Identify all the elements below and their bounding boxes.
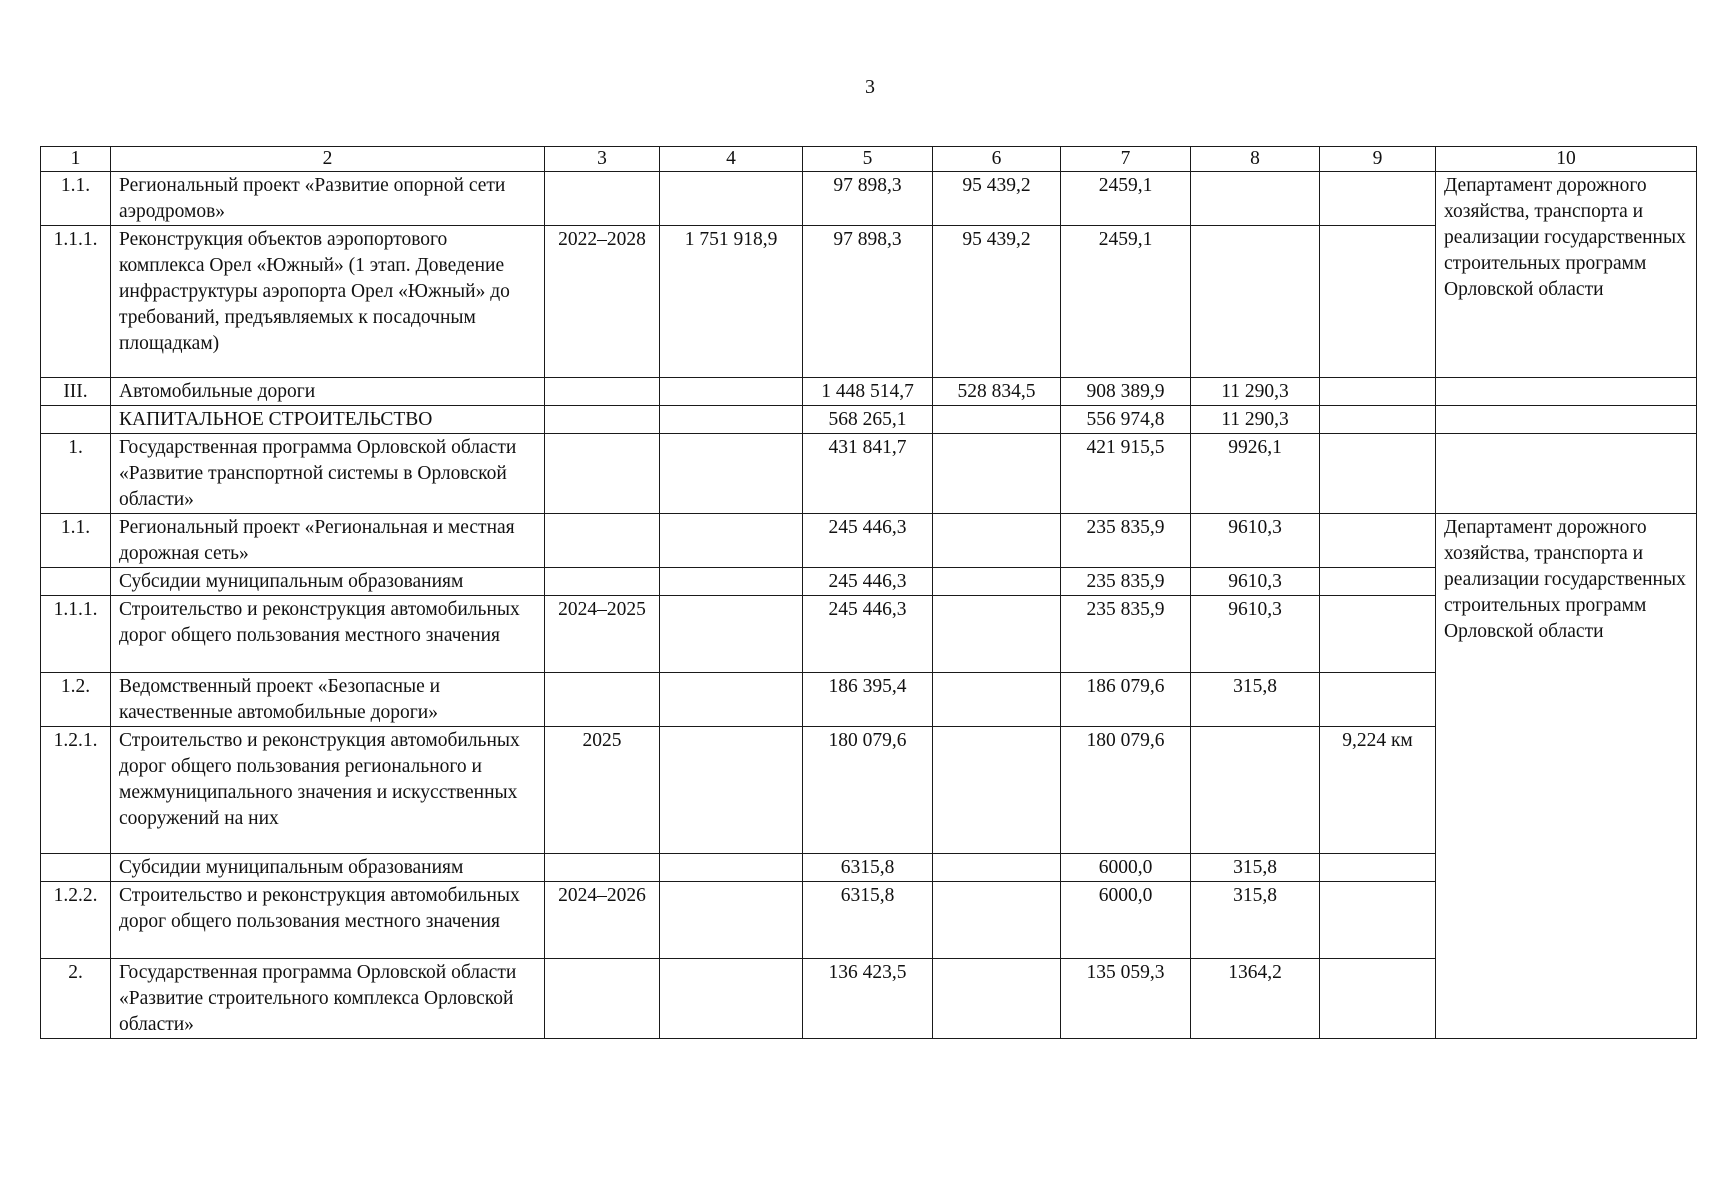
row-number: 1. bbox=[41, 434, 111, 514]
row-years bbox=[545, 434, 660, 514]
row-years bbox=[545, 378, 660, 406]
row-name: Государственная программа Орловской области «Развитие строительного комплекса Орловской области» bbox=[111, 959, 545, 1039]
row-number: 1.2.2. bbox=[41, 882, 111, 959]
row-amount-total: 245 446,3 bbox=[803, 568, 933, 596]
row-name: Региональный проект «Региональная и местная дорожная сеть» bbox=[111, 514, 545, 568]
row-number: 1.2. bbox=[41, 673, 111, 727]
row-amount-local: 9610,3 bbox=[1191, 596, 1320, 673]
row-total-cost bbox=[660, 727, 803, 854]
row-amount-regional: 235 835,9 bbox=[1061, 568, 1191, 596]
row-result bbox=[1320, 378, 1436, 406]
table-row bbox=[41, 434, 1697, 514]
row-amount-regional: 421 915,5 bbox=[1061, 434, 1191, 514]
responsible-department: Департамент дорожного хозяйства, транспорта и реализации государственных строительных программ Орловской области bbox=[1436, 172, 1697, 378]
row-amount-federal: 95 439,2 bbox=[933, 172, 1061, 226]
row-result bbox=[1320, 434, 1436, 514]
row-result bbox=[1320, 514, 1436, 568]
responsible-department-empty bbox=[1436, 378, 1697, 406]
row-amount-local: 315,8 bbox=[1191, 854, 1320, 882]
column-number: 1 bbox=[41, 147, 111, 172]
row-amount-federal bbox=[933, 596, 1061, 673]
row-amount-regional: 2459,1 bbox=[1061, 172, 1191, 226]
row-result: 9,224 км bbox=[1320, 727, 1436, 854]
row-name: Государственная программа Орловской области «Развитие транспортной системы в Орловской области» bbox=[111, 434, 545, 514]
page-number: 3 bbox=[865, 76, 875, 98]
row-amount-total: 1 448 514,7 bbox=[803, 378, 933, 406]
row-result bbox=[1320, 406, 1436, 434]
row-amount-total: 136 423,5 bbox=[803, 959, 933, 1039]
row-total-cost bbox=[660, 596, 803, 673]
row-amount-total: 6315,8 bbox=[803, 854, 933, 882]
row-total-cost bbox=[660, 673, 803, 727]
row-number bbox=[41, 854, 111, 882]
responsible-department-empty bbox=[1436, 434, 1697, 514]
row-total-cost bbox=[660, 854, 803, 882]
row-number: 1.1.1. bbox=[41, 226, 111, 378]
row-years bbox=[545, 172, 660, 226]
row-name: Субсидии муниципальным образованиям bbox=[111, 854, 545, 882]
responsible-department-empty bbox=[1436, 406, 1697, 434]
row-amount-federal bbox=[933, 514, 1061, 568]
row-years bbox=[545, 959, 660, 1039]
row-number bbox=[41, 406, 111, 434]
table-row bbox=[41, 378, 1697, 406]
column-number-row bbox=[41, 147, 1697, 172]
row-total-cost bbox=[660, 882, 803, 959]
table-row bbox=[41, 406, 1697, 434]
row-years: 2024–2025 bbox=[545, 596, 660, 673]
row-amount-federal bbox=[933, 406, 1061, 434]
row-name: КАПИТАЛЬНОЕ СТРОИТЕЛЬСТВО bbox=[111, 406, 545, 434]
column-number: 4 bbox=[660, 147, 803, 172]
column-number: 2 bbox=[111, 147, 545, 172]
row-years bbox=[545, 514, 660, 568]
row-result bbox=[1320, 673, 1436, 727]
row-amount-regional: 908 389,9 bbox=[1061, 378, 1191, 406]
row-amount-federal: 528 834,5 bbox=[933, 378, 1061, 406]
row-amount-regional: 556 974,8 bbox=[1061, 406, 1191, 434]
row-name: Строительство и реконструкция автомобильных дорог общего пользования местного значения bbox=[111, 882, 545, 959]
row-amount-regional: 180 079,6 bbox=[1061, 727, 1191, 854]
row-amount-federal bbox=[933, 727, 1061, 854]
row-total-cost bbox=[660, 378, 803, 406]
row-number: 2. bbox=[41, 959, 111, 1039]
row-amount-federal bbox=[933, 434, 1061, 514]
row-total-cost bbox=[660, 959, 803, 1039]
row-amount-local: 9610,3 bbox=[1191, 514, 1320, 568]
row-number: 1.2.1. bbox=[41, 727, 111, 854]
row-amount-local: 315,8 bbox=[1191, 882, 1320, 959]
row-amount-local: 11 290,3 bbox=[1191, 406, 1320, 434]
row-name: Строительство и реконструкция автомобильных дорог общего пользования местного значения bbox=[111, 596, 545, 673]
row-result bbox=[1320, 882, 1436, 959]
row-amount-federal bbox=[933, 959, 1061, 1039]
row-amount-local: 11 290,3 bbox=[1191, 378, 1320, 406]
row-amount-regional: 6000,0 bbox=[1061, 882, 1191, 959]
row-years: 2024–2026 bbox=[545, 882, 660, 959]
row-years: 2022–2028 bbox=[545, 226, 660, 378]
row-result bbox=[1320, 959, 1436, 1039]
row-amount-federal bbox=[933, 673, 1061, 727]
row-number bbox=[41, 568, 111, 596]
row-total-cost bbox=[660, 514, 803, 568]
row-name: Реконструкция объектов аэропортового комплекса Орел «Южный» (1 этап. Доведение инфраструктуры аэропорта Орел «Южный» до требований, предъявляемых к посадочным площадкам) bbox=[111, 226, 545, 378]
row-total-cost bbox=[660, 434, 803, 514]
row-result bbox=[1320, 172, 1436, 226]
row-name: Субсидии муниципальным образованиям bbox=[111, 568, 545, 596]
row-years bbox=[545, 673, 660, 727]
row-amount-total: 568 265,1 bbox=[803, 406, 933, 434]
row-amount-total: 186 395,4 bbox=[803, 673, 933, 727]
row-years bbox=[545, 406, 660, 434]
table-row bbox=[41, 172, 1697, 226]
row-result bbox=[1320, 596, 1436, 673]
row-amount-regional: 235 835,9 bbox=[1061, 514, 1191, 568]
row-years bbox=[545, 568, 660, 596]
row-amount-regional: 135 059,3 bbox=[1061, 959, 1191, 1039]
column-number: 8 bbox=[1191, 147, 1320, 172]
row-amount-total: 97 898,3 bbox=[803, 226, 933, 378]
table-row bbox=[41, 514, 1697, 568]
row-name: Региональный проект «Развитие опорной сети аэродромов» bbox=[111, 172, 545, 226]
row-amount-total: 180 079,6 bbox=[803, 727, 933, 854]
column-number: 9 bbox=[1320, 147, 1436, 172]
row-years bbox=[545, 854, 660, 882]
row-total-cost bbox=[660, 172, 803, 226]
column-number: 7 bbox=[1061, 147, 1191, 172]
row-amount-local: 9926,1 bbox=[1191, 434, 1320, 514]
row-amount-federal: 95 439,2 bbox=[933, 226, 1061, 378]
row-amount-local bbox=[1191, 226, 1320, 378]
row-amount-federal bbox=[933, 882, 1061, 959]
row-amount-regional: 2459,1 bbox=[1061, 226, 1191, 378]
row-amount-total: 6315,8 bbox=[803, 882, 933, 959]
row-name: Ведомственный проект «Безопасные и качественные автомобильные дороги» bbox=[111, 673, 545, 727]
row-amount-federal bbox=[933, 568, 1061, 596]
row-amount-local bbox=[1191, 172, 1320, 226]
row-amount-total: 245 446,3 bbox=[803, 596, 933, 673]
row-amount-local: 1364,2 bbox=[1191, 959, 1320, 1039]
responsible-department: Департамент дорожного хозяйства, транспорта и реализации государственных строительных программ Орловской области bbox=[1436, 514, 1697, 1039]
column-number: 6 bbox=[933, 147, 1061, 172]
row-number: 1.1.1. bbox=[41, 596, 111, 673]
row-result bbox=[1320, 568, 1436, 596]
row-amount-local bbox=[1191, 727, 1320, 854]
row-result bbox=[1320, 854, 1436, 882]
row-total-cost bbox=[660, 406, 803, 434]
row-amount-total: 431 841,7 bbox=[803, 434, 933, 514]
row-total-cost: 1 751 918,9 bbox=[660, 226, 803, 378]
column-number: 3 bbox=[545, 147, 660, 172]
row-amount-regional: 6000,0 bbox=[1061, 854, 1191, 882]
row-name: Автомобильные дороги bbox=[111, 378, 545, 406]
row-years: 2025 bbox=[545, 727, 660, 854]
row-total-cost bbox=[660, 568, 803, 596]
row-amount-local: 315,8 bbox=[1191, 673, 1320, 727]
row-name: Строительство и реконструкция автомобильных дорог общего пользования регионального и межмуниципального значения и искусственных сооружений на них bbox=[111, 727, 545, 854]
row-amount-federal bbox=[933, 854, 1061, 882]
row-result bbox=[1320, 226, 1436, 378]
row-amount-local: 9610,3 bbox=[1191, 568, 1320, 596]
row-amount-regional: 186 079,6 bbox=[1061, 673, 1191, 727]
row-amount-regional: 235 835,9 bbox=[1061, 596, 1191, 673]
row-number: 1.1. bbox=[41, 172, 111, 226]
row-amount-total: 97 898,3 bbox=[803, 172, 933, 226]
row-amount-total: 245 446,3 bbox=[803, 514, 933, 568]
column-number: 10 bbox=[1436, 147, 1697, 172]
row-number: 1.1. bbox=[41, 514, 111, 568]
row-number: III. bbox=[41, 378, 111, 406]
column-number: 5 bbox=[803, 147, 933, 172]
budget-table bbox=[40, 146, 1697, 1039]
